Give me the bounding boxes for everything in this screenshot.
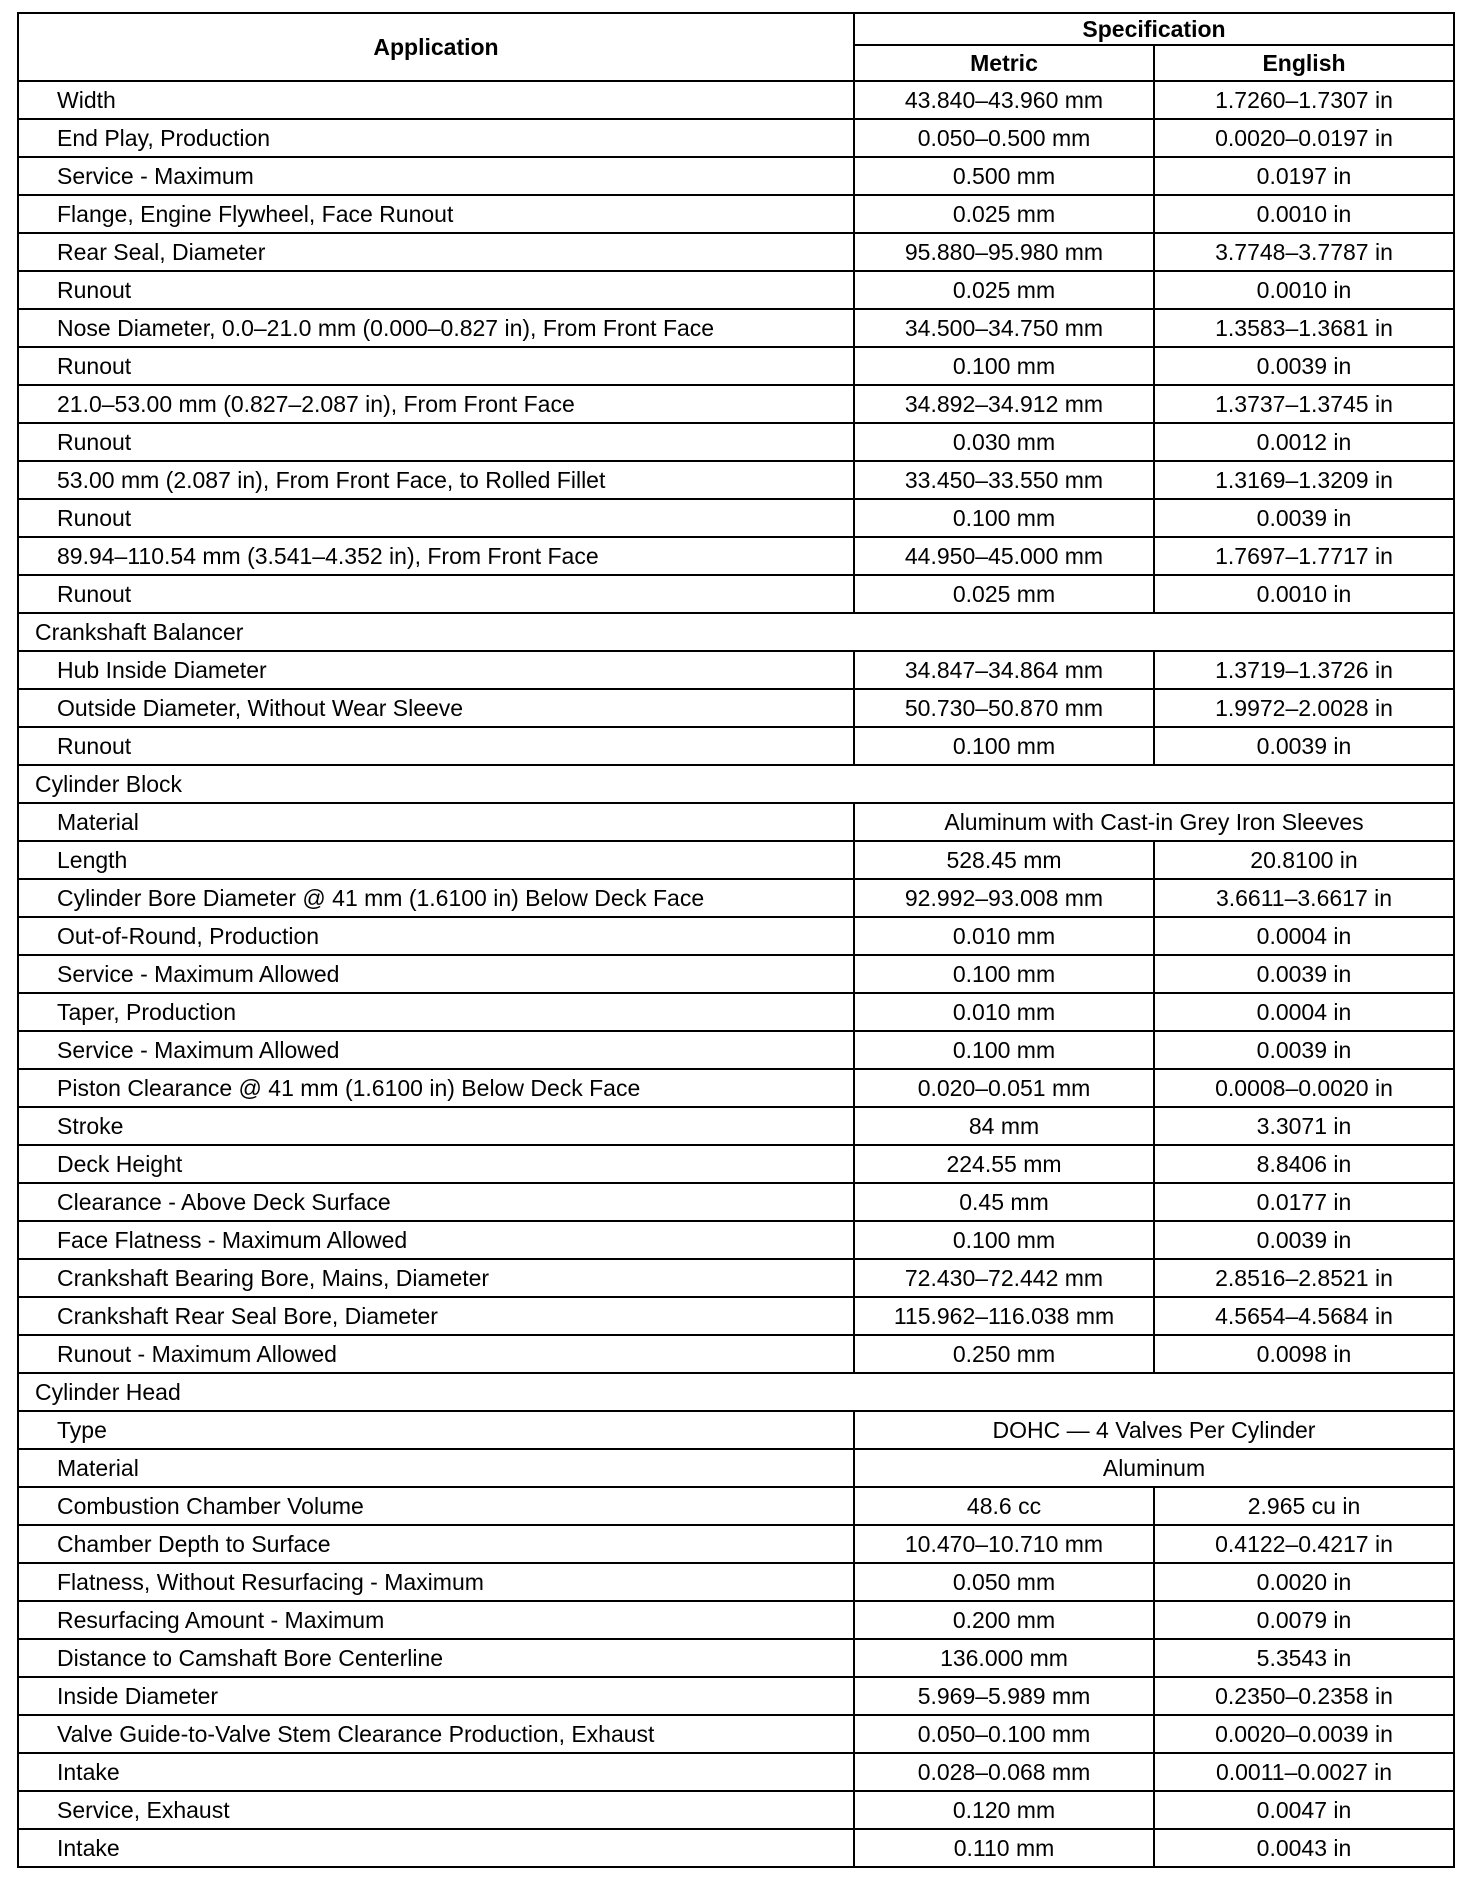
english-cell: 0.0008–0.0020 in [1154, 1069, 1454, 1107]
english-cell: 0.0004 in [1154, 917, 1454, 955]
english-cell: 1.3169–1.3209 in [1154, 461, 1454, 499]
english-header: English [1154, 45, 1454, 81]
english-cell: 0.0011–0.0027 in [1154, 1753, 1454, 1791]
table-row [18, 1107, 1454, 1145]
table-row [18, 993, 1454, 1031]
application-cell: Runout [18, 347, 854, 385]
section-row [18, 765, 1454, 803]
english-cell: 0.0004 in [1154, 993, 1454, 1031]
table-row [18, 1411, 1454, 1449]
table-row [18, 385, 1454, 423]
metric-cell: 0.050–0.100 mm [854, 1715, 1154, 1753]
metric-cell: 0.025 mm [854, 575, 1154, 613]
table-row [18, 1563, 1454, 1601]
application-cell: Service - Maximum Allowed [18, 1031, 854, 1069]
metric-cell: 0.100 mm [854, 1221, 1154, 1259]
english-cell: 0.0020 in [1154, 1563, 1454, 1601]
metric-cell: 0.010 mm [854, 917, 1154, 955]
application-cell: End Play, Production [18, 119, 854, 157]
application-cell: Combustion Chamber Volume [18, 1487, 854, 1525]
table-row [18, 1221, 1454, 1259]
metric-cell: 50.730–50.870 mm [854, 689, 1154, 727]
header-row-top [18, 13, 1454, 45]
application-cell: Cylinder Bore Diameter @ 41 mm (1.6100 in) Below Deck Face [18, 879, 854, 917]
english-cell: 0.4122–0.4217 in [1154, 1525, 1454, 1563]
english-cell: 0.2350–0.2358 in [1154, 1677, 1454, 1715]
english-cell: 0.0043 in [1154, 1829, 1454, 1867]
metric-cell: 528.45 mm [854, 841, 1154, 879]
table-row [18, 1601, 1454, 1639]
metric-cell: 0.500 mm [854, 157, 1154, 195]
english-cell: 0.0010 in [1154, 575, 1454, 613]
specification-cell: Aluminum with Cast-in Grey Iron Sleeves [854, 803, 1454, 841]
application-cell: Crankshaft Rear Seal Bore, Diameter [18, 1297, 854, 1335]
application-cell: Intake [18, 1829, 854, 1867]
table-row [18, 233, 1454, 271]
metric-cell: 0.100 mm [854, 347, 1154, 385]
table-row [18, 461, 1454, 499]
application-cell: Stroke [18, 1107, 854, 1145]
english-cell: 0.0047 in [1154, 1791, 1454, 1829]
section-row [18, 1373, 1454, 1411]
metric-header: Metric [854, 45, 1154, 81]
table-row [18, 917, 1454, 955]
table-row [18, 1259, 1454, 1297]
english-cell: 0.0079 in [1154, 1601, 1454, 1639]
metric-cell: 0.030 mm [854, 423, 1154, 461]
table-row [18, 955, 1454, 993]
application-cell: Length [18, 841, 854, 879]
english-cell: 0.0039 in [1154, 727, 1454, 765]
table-row [18, 423, 1454, 461]
table-row [18, 499, 1454, 537]
english-cell: 3.7748–3.7787 in [1154, 233, 1454, 271]
section-row [18, 613, 1454, 651]
english-cell: 0.0020–0.0197 in [1154, 119, 1454, 157]
application-cell: Width [18, 81, 854, 119]
english-cell: 0.0039 in [1154, 499, 1454, 537]
table-row [18, 309, 1454, 347]
english-cell: 0.0197 in [1154, 157, 1454, 195]
table-row [18, 1677, 1454, 1715]
table-row [18, 1069, 1454, 1107]
metric-cell: 95.880–95.980 mm [854, 233, 1154, 271]
table-row [18, 1791, 1454, 1829]
application-cell: Deck Height [18, 1145, 854, 1183]
english-cell: 1.9972–2.0028 in [1154, 689, 1454, 727]
english-cell: 1.7260–1.7307 in [1154, 81, 1454, 119]
english-cell: 0.0010 in [1154, 271, 1454, 309]
table-row [18, 689, 1454, 727]
english-cell: 1.3719–1.3726 in [1154, 651, 1454, 689]
metric-cell: 72.430–72.442 mm [854, 1259, 1154, 1297]
table-row [18, 841, 1454, 879]
application-cell: Service - Maximum [18, 157, 854, 195]
table-row [18, 1145, 1454, 1183]
metric-cell: 0.250 mm [854, 1335, 1154, 1373]
metric-cell: 0.010 mm [854, 993, 1154, 1031]
table-row [18, 537, 1454, 575]
application-cell: Service - Maximum Allowed [18, 955, 854, 993]
english-cell: 4.5654–4.5684 in [1154, 1297, 1454, 1335]
table-row [18, 1487, 1454, 1525]
application-cell: 53.00 mm (2.087 in), From Front Face, to Rolled Fillet [18, 461, 854, 499]
application-cell: Runout [18, 575, 854, 613]
section-title: Crankshaft Balancer [18, 613, 1454, 651]
table-row [18, 347, 1454, 385]
english-cell: 20.8100 in [1154, 841, 1454, 879]
english-cell: 8.8406 in [1154, 1145, 1454, 1183]
english-cell: 0.0039 in [1154, 1031, 1454, 1069]
application-cell: Rear Seal, Diameter [18, 233, 854, 271]
application-cell: Clearance - Above Deck Surface [18, 1183, 854, 1221]
english-cell: 0.0012 in [1154, 423, 1454, 461]
metric-cell: 34.500–34.750 mm [854, 309, 1154, 347]
metric-cell: 0.110 mm [854, 1829, 1154, 1867]
application-cell: Material [18, 1449, 854, 1487]
metric-cell: 0.100 mm [854, 499, 1154, 537]
english-cell: 0.0098 in [1154, 1335, 1454, 1373]
metric-cell: 0.200 mm [854, 1601, 1154, 1639]
english-cell: 1.7697–1.7717 in [1154, 537, 1454, 575]
english-cell: 1.3583–1.3681 in [1154, 309, 1454, 347]
application-cell: Intake [18, 1753, 854, 1791]
table-row [18, 271, 1454, 309]
metric-cell: 224.55 mm [854, 1145, 1154, 1183]
application-cell: Material [18, 803, 854, 841]
table-row [18, 1183, 1454, 1221]
specification-table [17, 12, 1455, 1868]
specification-cell: DOHC — 4 Valves Per Cylinder [854, 1411, 1454, 1449]
application-cell: Chamber Depth to Surface [18, 1525, 854, 1563]
english-cell: 5.3543 in [1154, 1639, 1454, 1677]
section-title: Cylinder Block [18, 765, 1454, 803]
metric-cell: 84 mm [854, 1107, 1154, 1145]
table-row [18, 1335, 1454, 1373]
english-cell: 0.0020–0.0039 in [1154, 1715, 1454, 1753]
metric-cell: 33.450–33.550 mm [854, 461, 1154, 499]
english-cell: 0.0010 in [1154, 195, 1454, 233]
application-cell: Resurfacing Amount - Maximum [18, 1601, 854, 1639]
table-row [18, 1449, 1454, 1487]
metric-cell: 5.969–5.989 mm [854, 1677, 1154, 1715]
english-cell: 1.3737–1.3745 in [1154, 385, 1454, 423]
application-cell: Type [18, 1411, 854, 1449]
english-cell: 2.965 cu in [1154, 1487, 1454, 1525]
table-row [18, 157, 1454, 195]
metric-cell: 34.847–34.864 mm [854, 651, 1154, 689]
metric-cell: 34.892–34.912 mm [854, 385, 1154, 423]
application-cell: Runout [18, 499, 854, 537]
table-row [18, 195, 1454, 233]
metric-cell: 0.050–0.500 mm [854, 119, 1154, 157]
application-cell: Flatness, Without Resurfacing - Maximum [18, 1563, 854, 1601]
application-cell: Piston Clearance @ 41 mm (1.6100 in) Below Deck Face [18, 1069, 854, 1107]
table-row [18, 1639, 1454, 1677]
table-row [18, 879, 1454, 917]
application-cell: Crankshaft Bearing Bore, Mains, Diameter [18, 1259, 854, 1297]
specification-header: Specification [854, 13, 1454, 45]
english-cell: 2.8516–2.8521 in [1154, 1259, 1454, 1297]
metric-cell: 0.100 mm [854, 955, 1154, 993]
table-body [18, 81, 1454, 1867]
table-row [18, 727, 1454, 765]
application-cell: Service, Exhaust [18, 1791, 854, 1829]
table-row [18, 1829, 1454, 1867]
table-header [18, 13, 1454, 81]
application-cell: Nose Diameter, 0.0–21.0 mm (0.000–0.827 in), From Front Face [18, 309, 854, 347]
table-row [18, 651, 1454, 689]
table-row [18, 575, 1454, 613]
application-cell: Valve Guide-to-Valve Stem Clearance Production, Exhaust [18, 1715, 854, 1753]
table-row [18, 119, 1454, 157]
table-row [18, 1297, 1454, 1335]
metric-cell: 0.120 mm [854, 1791, 1154, 1829]
table-row [18, 803, 1454, 841]
metric-cell: 0.020–0.051 mm [854, 1069, 1154, 1107]
english-cell: 0.0039 in [1154, 1221, 1454, 1259]
application-cell: Outside Diameter, Without Wear Sleeve [18, 689, 854, 727]
application-cell: Hub Inside Diameter [18, 651, 854, 689]
metric-cell: 115.962–116.038 mm [854, 1297, 1154, 1335]
application-cell: Runout [18, 271, 854, 309]
metric-cell: 43.840–43.960 mm [854, 81, 1154, 119]
english-cell: 0.0039 in [1154, 955, 1454, 993]
metric-cell: 0.050 mm [854, 1563, 1154, 1601]
application-cell: Runout [18, 727, 854, 765]
section-title: Cylinder Head [18, 1373, 1454, 1411]
table-row [18, 1753, 1454, 1791]
application-header: Application [18, 13, 854, 81]
metric-cell: 92.992–93.008 mm [854, 879, 1154, 917]
specification-cell: Aluminum [854, 1449, 1454, 1487]
english-cell: 3.3071 in [1154, 1107, 1454, 1145]
table-row [18, 1715, 1454, 1753]
metric-cell: 10.470–10.710 mm [854, 1525, 1154, 1563]
application-cell: Runout - Maximum Allowed [18, 1335, 854, 1373]
application-cell: Inside Diameter [18, 1677, 854, 1715]
table-row [18, 81, 1454, 119]
application-cell: Distance to Camshaft Bore Centerline [18, 1639, 854, 1677]
metric-cell: 0.100 mm [854, 1031, 1154, 1069]
metric-cell: 0.100 mm [854, 727, 1154, 765]
english-cell: 3.6611–3.6617 in [1154, 879, 1454, 917]
metric-cell: 0.025 mm [854, 195, 1154, 233]
application-cell: 89.94–110.54 mm (3.541–4.352 in), From Front Face [18, 537, 854, 575]
english-cell: 0.0177 in [1154, 1183, 1454, 1221]
metric-cell: 136.000 mm [854, 1639, 1154, 1677]
application-cell: Face Flatness - Maximum Allowed [18, 1221, 854, 1259]
application-cell: 21.0–53.00 mm (0.827–2.087 in), From Front Face [18, 385, 854, 423]
metric-cell: 44.950–45.000 mm [854, 537, 1154, 575]
application-cell: Runout [18, 423, 854, 461]
english-cell: 0.0039 in [1154, 347, 1454, 385]
application-cell: Flange, Engine Flywheel, Face Runout [18, 195, 854, 233]
metric-cell: 0.025 mm [854, 271, 1154, 309]
metric-cell: 0.028–0.068 mm [854, 1753, 1154, 1791]
metric-cell: 48.6 cc [854, 1487, 1154, 1525]
metric-cell: 0.45 mm [854, 1183, 1154, 1221]
table-row [18, 1525, 1454, 1563]
application-cell: Taper, Production [18, 993, 854, 1031]
table-row [18, 1031, 1454, 1069]
application-cell: Out-of-Round, Production [18, 917, 854, 955]
